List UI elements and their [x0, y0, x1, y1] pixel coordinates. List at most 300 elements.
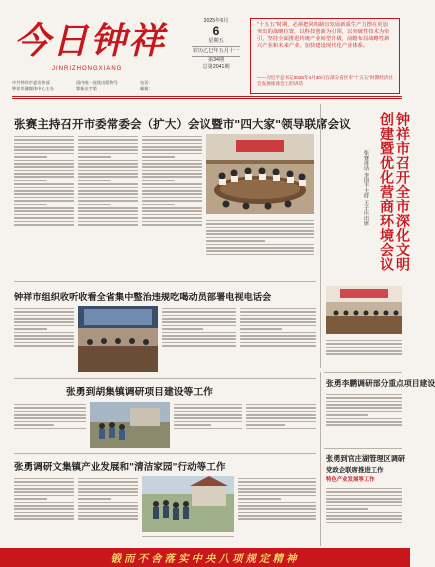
text-line	[326, 488, 402, 490]
text-line	[14, 328, 47, 330]
text-line	[246, 404, 316, 406]
text-line	[326, 343, 402, 345]
text-line	[142, 166, 202, 168]
text-line	[78, 495, 138, 497]
text-line	[78, 173, 138, 175]
date-divider	[192, 46, 240, 47]
second-headline: 钟祥市组织收听收看全省集中整治违规吃喝动员部署电视电话会	[14, 292, 272, 303]
text-line	[206, 240, 265, 242]
text-line	[326, 347, 402, 349]
text-line	[14, 498, 47, 500]
text-line	[78, 485, 138, 487]
text-line	[326, 411, 402, 413]
text-line	[238, 481, 316, 483]
date-day: 6	[212, 24, 220, 38]
text-line	[206, 227, 314, 229]
text-line	[142, 146, 202, 148]
text-line	[326, 515, 402, 517]
text-line	[14, 311, 74, 313]
text-line	[78, 197, 138, 199]
text-line	[238, 502, 316, 504]
right-low-tail: 特色产业发展等工作	[326, 477, 375, 483]
text-line	[162, 318, 236, 320]
text-line	[142, 183, 202, 185]
text-filler	[142, 136, 202, 226]
text-line	[14, 421, 86, 423]
text-line	[240, 342, 316, 344]
right-low-subheadline: 党政企联席推进工作	[326, 466, 384, 474]
masthead-info-left	[12, 80, 54, 92]
text-line	[14, 156, 47, 158]
masthead-info-right-line-2: 邮箱：	[140, 86, 153, 91]
text-line	[240, 345, 316, 347]
text-line	[14, 214, 74, 216]
masthead-rule	[12, 96, 402, 97]
right-mid-text	[326, 392, 402, 444]
text-line	[142, 536, 234, 538]
text-line	[162, 315, 236, 317]
text-line	[238, 488, 316, 490]
text-line	[206, 237, 314, 239]
text-line	[14, 508, 74, 510]
text-line	[206, 230, 314, 232]
conference-photo-illustration	[326, 286, 402, 334]
text-line	[14, 407, 86, 409]
text-line	[162, 308, 236, 310]
text-filler	[14, 478, 74, 520]
text-line	[14, 224, 74, 226]
text-line	[238, 515, 316, 517]
text-line	[162, 325, 236, 327]
text-line	[14, 153, 74, 155]
date-total-issue: 总第2041期	[202, 64, 230, 70]
text-line	[78, 204, 111, 206]
text-line	[162, 328, 203, 330]
text-line	[78, 170, 138, 172]
text-line	[14, 139, 74, 141]
text-filler	[174, 404, 242, 429]
vertical-text	[326, 338, 402, 368]
promo-quote-box	[250, 18, 400, 94]
text-line	[78, 518, 138, 520]
video-conference-photo-illustration	[78, 306, 158, 372]
text-line	[78, 481, 138, 483]
text-line	[326, 404, 402, 406]
text-line	[240, 328, 282, 330]
text-line	[14, 502, 74, 504]
text-filler	[78, 136, 138, 226]
text-line	[142, 160, 202, 162]
text-line	[240, 315, 316, 317]
text-line	[326, 522, 402, 524]
text-line	[142, 170, 202, 172]
text-line	[142, 136, 202, 138]
text-line	[326, 424, 402, 426]
section-divider	[14, 281, 316, 282]
text-line	[78, 512, 138, 514]
date-lunar: 农历乙巳年五月十一	[192, 47, 240, 54]
text-line	[326, 508, 368, 510]
text-filler	[142, 536, 234, 538]
text-line	[142, 143, 202, 145]
text-line	[246, 424, 285, 426]
text-line	[14, 160, 74, 162]
text-line	[78, 136, 138, 138]
text-line	[14, 414, 86, 416]
text-line	[174, 417, 242, 419]
text-line	[78, 180, 111, 182]
text-line	[78, 139, 138, 141]
text-line	[142, 200, 202, 202]
right-low-headline: 张勇到官庄湖管理区调研	[326, 454, 406, 463]
text-line	[142, 224, 202, 226]
text-line	[14, 515, 74, 517]
text-line	[14, 197, 74, 199]
text-line	[78, 210, 138, 212]
text-line	[14, 481, 74, 483]
text-line	[78, 160, 138, 162]
text-line	[14, 187, 74, 189]
section-divider	[14, 453, 316, 454]
text-line	[142, 187, 202, 189]
text-line	[78, 166, 138, 168]
masthead-info-right-line-1: 电话：	[140, 80, 153, 85]
text-line	[174, 421, 242, 423]
masthead-title: 今日钟祥	[14, 20, 167, 62]
text-line	[240, 332, 316, 334]
fourth-text-col-2	[78, 476, 138, 544]
text-line	[326, 491, 402, 493]
text-line	[326, 397, 402, 399]
text-line	[206, 254, 314, 256]
text-line	[206, 220, 314, 222]
third-headline: 张勇到胡集镇调研项目建设等工作	[66, 387, 213, 398]
text-line	[78, 156, 111, 158]
vertical-subheadline: 张赛讲话 李国丰主持 王子庆出席	[363, 150, 369, 226]
text-line	[14, 193, 74, 195]
text-line	[14, 183, 74, 185]
lead-text-col-1	[14, 134, 74, 276]
masthead-info-left-line-1: 中共钟祥市委宣传部	[12, 80, 50, 85]
text-line	[14, 512, 74, 514]
second-photo	[78, 306, 158, 372]
text-line	[78, 200, 138, 202]
text-line	[326, 394, 402, 396]
promo-quote-source: ——习近平总书记2025年4月30日在部分省区市"十五五"时期经济社会发展座谈会上的讲话	[257, 75, 393, 87]
text-line	[206, 223, 314, 225]
text-filler	[240, 308, 316, 347]
text-line	[238, 498, 281, 500]
vertical-photo	[326, 286, 402, 334]
text-line	[78, 505, 138, 507]
text-line	[326, 340, 402, 342]
third-text-col-1	[14, 402, 86, 448]
fourth-photo	[142, 476, 234, 532]
text-line	[174, 428, 242, 430]
text-line	[326, 512, 402, 514]
date-issue: 第34期	[207, 57, 225, 63]
meeting-photo-illustration	[206, 134, 314, 214]
text-line	[206, 233, 314, 235]
text-line	[14, 207, 74, 209]
text-line	[238, 505, 316, 507]
third-text-col-3	[246, 402, 316, 448]
text-line	[142, 180, 175, 182]
text-line	[162, 332, 236, 334]
text-line	[14, 136, 74, 138]
text-line	[14, 143, 74, 145]
text-line	[14, 217, 74, 219]
text-line	[14, 491, 74, 493]
text-line	[238, 495, 316, 497]
text-line	[142, 217, 202, 219]
text-line	[78, 508, 138, 510]
text-line	[14, 204, 47, 206]
promo-quote-text: "十五五"时期，必须把同构制宜发展新质生产力摆在更加突出的战略位置，以科技创新为引领，以突破性技术为牵引，坚持全面推进传统产业转型升级，前瞻布局战略性新兴产业和未来产业，加快建设现代化产业体系。	[257, 22, 390, 49]
text-line	[142, 156, 175, 158]
second-text-col-3	[240, 306, 316, 372]
text-line	[174, 411, 242, 413]
text-line	[142, 163, 202, 165]
text-line	[142, 153, 202, 155]
third-text-col-2	[174, 402, 242, 448]
text-line	[14, 488, 74, 490]
date-weekday: 星期五	[208, 38, 224, 44]
text-line	[240, 311, 316, 313]
text-line	[14, 424, 54, 426]
text-line	[78, 146, 138, 148]
text-line	[78, 193, 138, 195]
text-line	[162, 335, 236, 337]
masthead-info-mid-line-2: 鄂新出字第	[76, 86, 97, 91]
text-line	[14, 176, 74, 178]
text-line	[240, 318, 316, 320]
village-visit-photo-illustration	[142, 476, 234, 532]
text-line	[326, 421, 402, 423]
text-line	[14, 495, 74, 497]
text-line	[240, 325, 316, 327]
text-line	[326, 501, 402, 503]
fourth-photo-caption	[142, 534, 234, 544]
text-line	[14, 345, 74, 347]
text-filler	[162, 308, 236, 347]
text-line	[326, 495, 402, 497]
text-line	[174, 424, 211, 426]
lead-text-col-4	[206, 218, 314, 276]
text-line	[326, 418, 402, 420]
text-line	[14, 308, 74, 310]
text-line	[246, 428, 316, 430]
text-filler	[326, 394, 402, 426]
text-line	[174, 404, 242, 406]
text-line	[326, 401, 402, 403]
text-line	[238, 485, 316, 487]
text-line	[240, 335, 316, 337]
text-line	[206, 250, 314, 252]
text-line	[14, 318, 74, 320]
lead-headline: 张赛主持召开市委常委会（扩大）会议暨市"四大家"领导联席会议	[14, 117, 351, 131]
text-filler	[14, 404, 86, 429]
masthead-rule-thin	[12, 98, 402, 99]
masthead-info-mid	[76, 80, 118, 92]
text-line	[78, 478, 138, 480]
text-line	[78, 176, 138, 178]
text-line	[142, 210, 202, 212]
text-line	[246, 411, 316, 413]
masthead-info-right	[140, 80, 153, 92]
date-month: 2025年6月	[203, 18, 229, 24]
text-line	[238, 491, 316, 493]
text-line	[14, 190, 74, 192]
text-line	[14, 478, 74, 480]
text-line	[14, 221, 74, 223]
text-line	[326, 414, 368, 416]
text-line	[14, 332, 74, 334]
text-line	[14, 428, 86, 430]
section-divider	[324, 372, 402, 373]
second-text-col-2	[162, 306, 236, 372]
text-line	[240, 308, 316, 310]
text-line	[78, 207, 138, 209]
text-line	[142, 204, 175, 206]
column-divider	[320, 372, 321, 546]
text-filler	[238, 478, 316, 520]
section-divider	[324, 448, 402, 449]
text-filler	[14, 308, 74, 347]
text-line	[14, 315, 74, 317]
text-line	[246, 421, 316, 423]
text-line	[162, 342, 236, 344]
text-line	[78, 214, 138, 216]
text-line	[14, 173, 74, 175]
text-line	[78, 217, 138, 219]
text-line	[14, 180, 47, 182]
text-line	[326, 407, 402, 409]
lead-text-col-2	[78, 134, 138, 276]
text-line	[14, 505, 74, 507]
text-line	[14, 518, 74, 520]
text-line	[246, 417, 316, 419]
text-line	[326, 518, 402, 520]
masthead-info-mid-line-1: 国内统一连续出版物号	[76, 80, 118, 85]
text-line	[14, 200, 74, 202]
text-line	[174, 407, 242, 409]
text-line	[206, 247, 314, 249]
site-visit-photo-illustration	[90, 402, 170, 448]
footer-slogan: 锻而不舍落实中央八项规定精神	[110, 553, 300, 565]
vertical-headline: 钟祥市召开全市深化文明创建暨优化营商环境会议	[378, 112, 410, 272]
text-line	[78, 515, 138, 517]
text-line	[162, 338, 236, 340]
text-line	[246, 407, 316, 409]
fourth-text-col-3	[238, 476, 316, 544]
lead-photo	[206, 134, 314, 214]
text-line	[78, 149, 138, 151]
text-line	[14, 170, 74, 172]
text-line	[14, 342, 74, 344]
text-filler	[326, 488, 402, 524]
text-line	[326, 353, 402, 355]
third-photo	[90, 402, 170, 448]
text-line	[14, 338, 74, 340]
text-line	[14, 485, 74, 487]
fourth-headline: 张勇调研文集镇产业发展和"清洁家园"行动等工作	[14, 462, 226, 473]
second-text-col-1	[14, 306, 74, 372]
text-line	[142, 197, 202, 199]
text-line	[142, 176, 202, 178]
section-divider	[14, 378, 316, 379]
text-line	[78, 187, 138, 189]
text-line	[14, 149, 74, 151]
masthead-info-left-line-2: 钟祥市融媒体中心主办	[12, 86, 54, 91]
fourth-text-col-1	[14, 476, 74, 544]
text-line	[78, 190, 138, 192]
text-line	[162, 321, 236, 323]
text-line	[238, 508, 316, 510]
text-filler	[246, 404, 316, 429]
text-line	[14, 163, 74, 165]
text-line	[142, 173, 202, 175]
text-line	[238, 518, 316, 520]
text-line	[78, 502, 138, 504]
text-line	[78, 143, 138, 145]
text-line	[206, 244, 314, 246]
text-line	[78, 221, 138, 223]
text-line	[326, 505, 402, 507]
text-line	[142, 139, 202, 141]
masthead-pinyin: JINRIZHONGXIANG	[52, 66, 123, 72]
text-filler	[326, 340, 402, 355]
text-line	[142, 193, 202, 195]
text-line	[78, 488, 138, 490]
text-line	[14, 325, 74, 327]
right-low-text	[326, 486, 402, 544]
text-line	[238, 478, 316, 480]
text-line	[246, 414, 316, 416]
text-filler	[206, 220, 314, 256]
text-line	[174, 414, 242, 416]
text-line	[142, 149, 202, 151]
text-line	[78, 153, 138, 155]
text-line	[162, 311, 236, 313]
text-line	[142, 221, 202, 223]
text-line	[240, 338, 316, 340]
text-line	[14, 417, 86, 419]
text-line	[78, 183, 138, 185]
text-line	[14, 335, 74, 337]
text-line	[326, 498, 402, 500]
text-filler	[78, 478, 138, 520]
text-line	[78, 491, 138, 493]
column-divider	[320, 104, 321, 368]
text-line	[78, 498, 111, 500]
text-line	[78, 163, 138, 165]
text-line	[326, 350, 402, 352]
text-line	[14, 411, 86, 413]
text-line	[142, 207, 202, 209]
text-line	[142, 214, 202, 216]
text-line	[162, 345, 236, 347]
date-box	[190, 18, 242, 71]
text-line	[78, 224, 138, 226]
date-divider-2	[192, 56, 240, 57]
text-line	[14, 321, 74, 323]
lead-text-col-3	[142, 134, 202, 276]
text-line	[14, 146, 74, 148]
text-line	[14, 210, 74, 212]
text-line	[14, 166, 74, 168]
text-filler	[14, 136, 74, 226]
